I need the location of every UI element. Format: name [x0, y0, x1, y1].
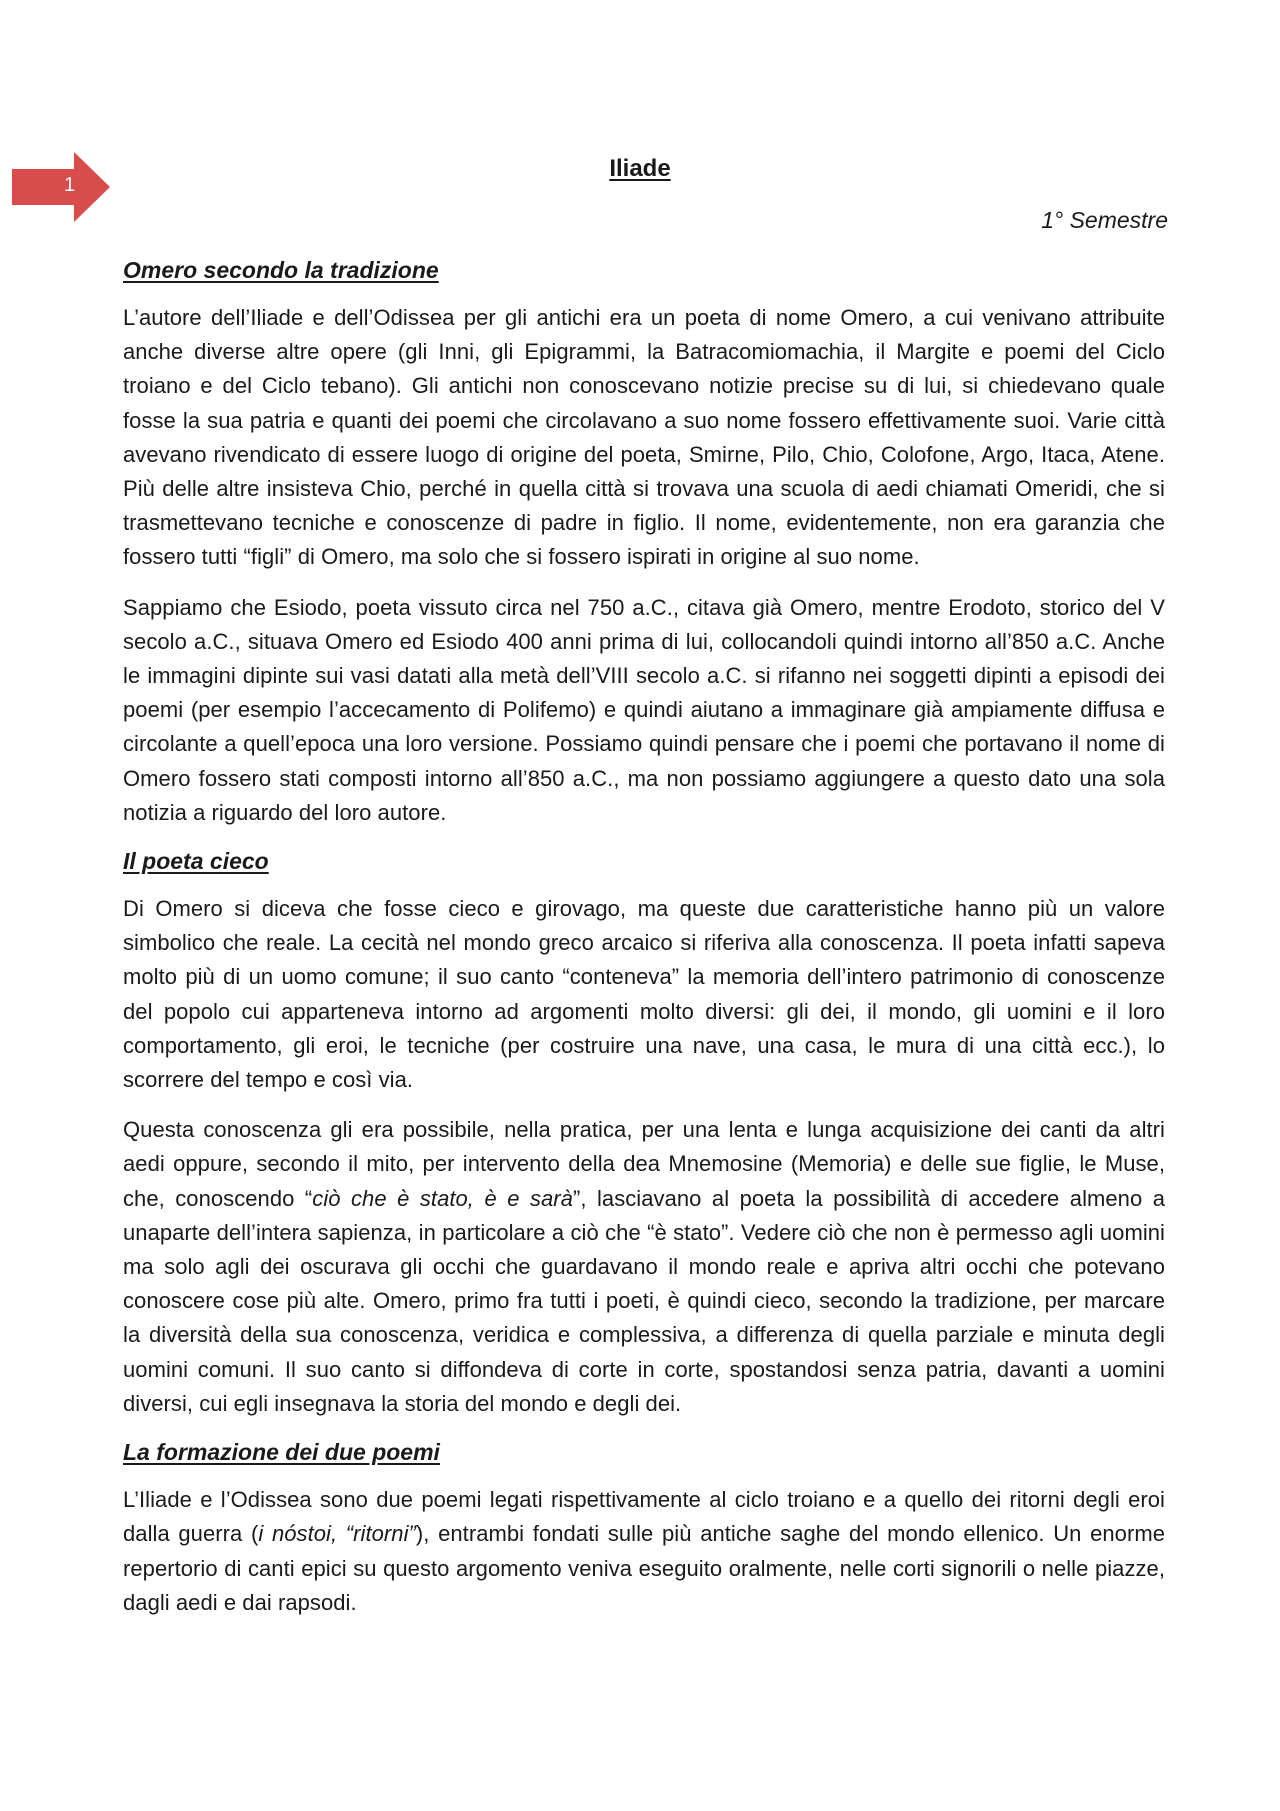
paragraph — [123, 1113, 1165, 1421]
paragraph-text: Questa conoscenza gli era possibile, nella pratica, per una lenta e lunga acquisizione dei canti da altri aedi oppure, secondo il mito, per intervento della dea Mnemosine (Memoria) e delle sue figlie, le Muse, che, conoscendo “ — [123, 1117, 1165, 1211]
semester-label: 1° Semestre — [1041, 207, 1168, 233]
section-heading-omero-tradizione: Omero secondo la tradizione — [123, 257, 439, 283]
page-number: 1 — [64, 174, 76, 196]
italic-term: i nóstoi, “ritorni” — [258, 1521, 416, 1547]
paragraph: Sappiamo che Esiodo, poeta vissuto circa nel 750 a.C., citava già Omero, mentre Erodoto, storico del V secolo a.C., situava Omero ed Esiodo 400 anni prima di lui, collocandoli quindi intorno all’850 a.C. Anche le immagini dipinte sui vasi datati alla metà dell’VIII secolo a.C. si rifanno nei soggetti dipinti a episodi dei poemi (per esempio l’accecamento di Polifemo) e quindi aiutano a immaginare già ampiamente diffusa e circolante a quell’epoca una loro versione. Possiamo quindi pensare che i poemi che portavano il nome di Omero fossero stati composti intorno all’850 a.C., ma non possiamo aggiungere a questo dato una sola notizia a riguardo del loro autore. — [123, 594, 1165, 825]
paragraph-text: ), entrambi fondati sulle più antiche saghe del mondo ellenico. Un enorme repertorio di canti epici su questo argomento veniva eseguito oralmente, nelle corti signorili o nelle piazze, dagli aedi e dai rapsodi. — [123, 1521, 1165, 1615]
paragraph-text: ”, lasciavano al poeta la possibilità di accedere almeno a unaparte dell’intera sapienza, in particolare a ciò che “è stato”. Vedere ciò che non è permesso agli uomini ma solo agli dei oscurava gli occhi che guardavano il mondo reale e apriva altri occhi che potevano conoscere cose più alte. Omero, primo fra tutti i poeti, è quindi cieco, secondo la tradizione, per marcare la diversità della sua conoscenza, veridica e complessiva, a differenza di quella parziale e minuta degli uomini comuni. Il suo canto si diffondeva di corte in corte, spostandosi senza patria, davanti a uomini diversi, cui egli insegnava la storia del mondo e degli dei. — [123, 1185, 1165, 1416]
paragraph — [123, 1483, 1165, 1620]
paragraph-text: L’Iliade e l’Odissea sono due poemi legati rispettivamente al ciclo troiano e a quello dei ritorni degli eroi dalla guerra ( — [123, 1487, 1165, 1547]
section-heading-poeta-cieco: Il poeta cieco — [123, 848, 269, 875]
document-title: Iliade — [609, 155, 671, 182]
section-heading-formazione-poemi: La formazione dei due poemi — [123, 1439, 440, 1466]
paragraph: L’autore dell’Iliade e dell’Odissea per gli antichi era un poeta di nome Omero, a cui venivano attribuite anche diverse altre opere (gli Inni, gli Epigrammi, la Batracomiomachia, il Margite e poemi del Ciclo troiano e del Ciclo tebano). Gli antichi non conoscevano notizie precise su di lui, si chiedevano quale fosse la sua patria e quanti dei poemi che circolavano a suo nome fossero effettivamente suoi. Varie città avevano rivendicato di essere luogo di origine del poeta, Smirne, Pilo, Chio, Colofone, Argo, Itaca, Atene. Più delle altre insisteva Chio, perché in quella città si trovava una scuola di aedi chiamati Omeridi, che si trasmettevano tecniche e conoscenze di padre in figlio. Il nome, evidentemente, non era garanzia che fossero tutti “figli” di Omero, ma solo che si fossero ispirati in origine al suo nome. — [123, 305, 1165, 570]
paragraph: Di Omero si diceva che fosse cieco e girovago, ma queste due caratteristiche hanno più un valore simbolico che reale. La cecità nel mondo greco arcaico si riferiva alla conoscenza. Il poeta infatti sapeva molto più di un uomo comune; il suo canto “conteneva” la memoria dell’intero patrimonio di conoscenze del popolo cui apparteneva intorno ad argomenti molto diversi: gli dei, il mondo, gli uomini e il loro comportamento, gli eroi, le tecniche (per costruire una nave, una casa, le mura di una città ecc.), lo scorrere del tempo e così via. — [123, 896, 1165, 1093]
italic-quote: ciò che è stato, è e sarà — [312, 1185, 573, 1211]
document-body — [123, 255, 1165, 1636]
